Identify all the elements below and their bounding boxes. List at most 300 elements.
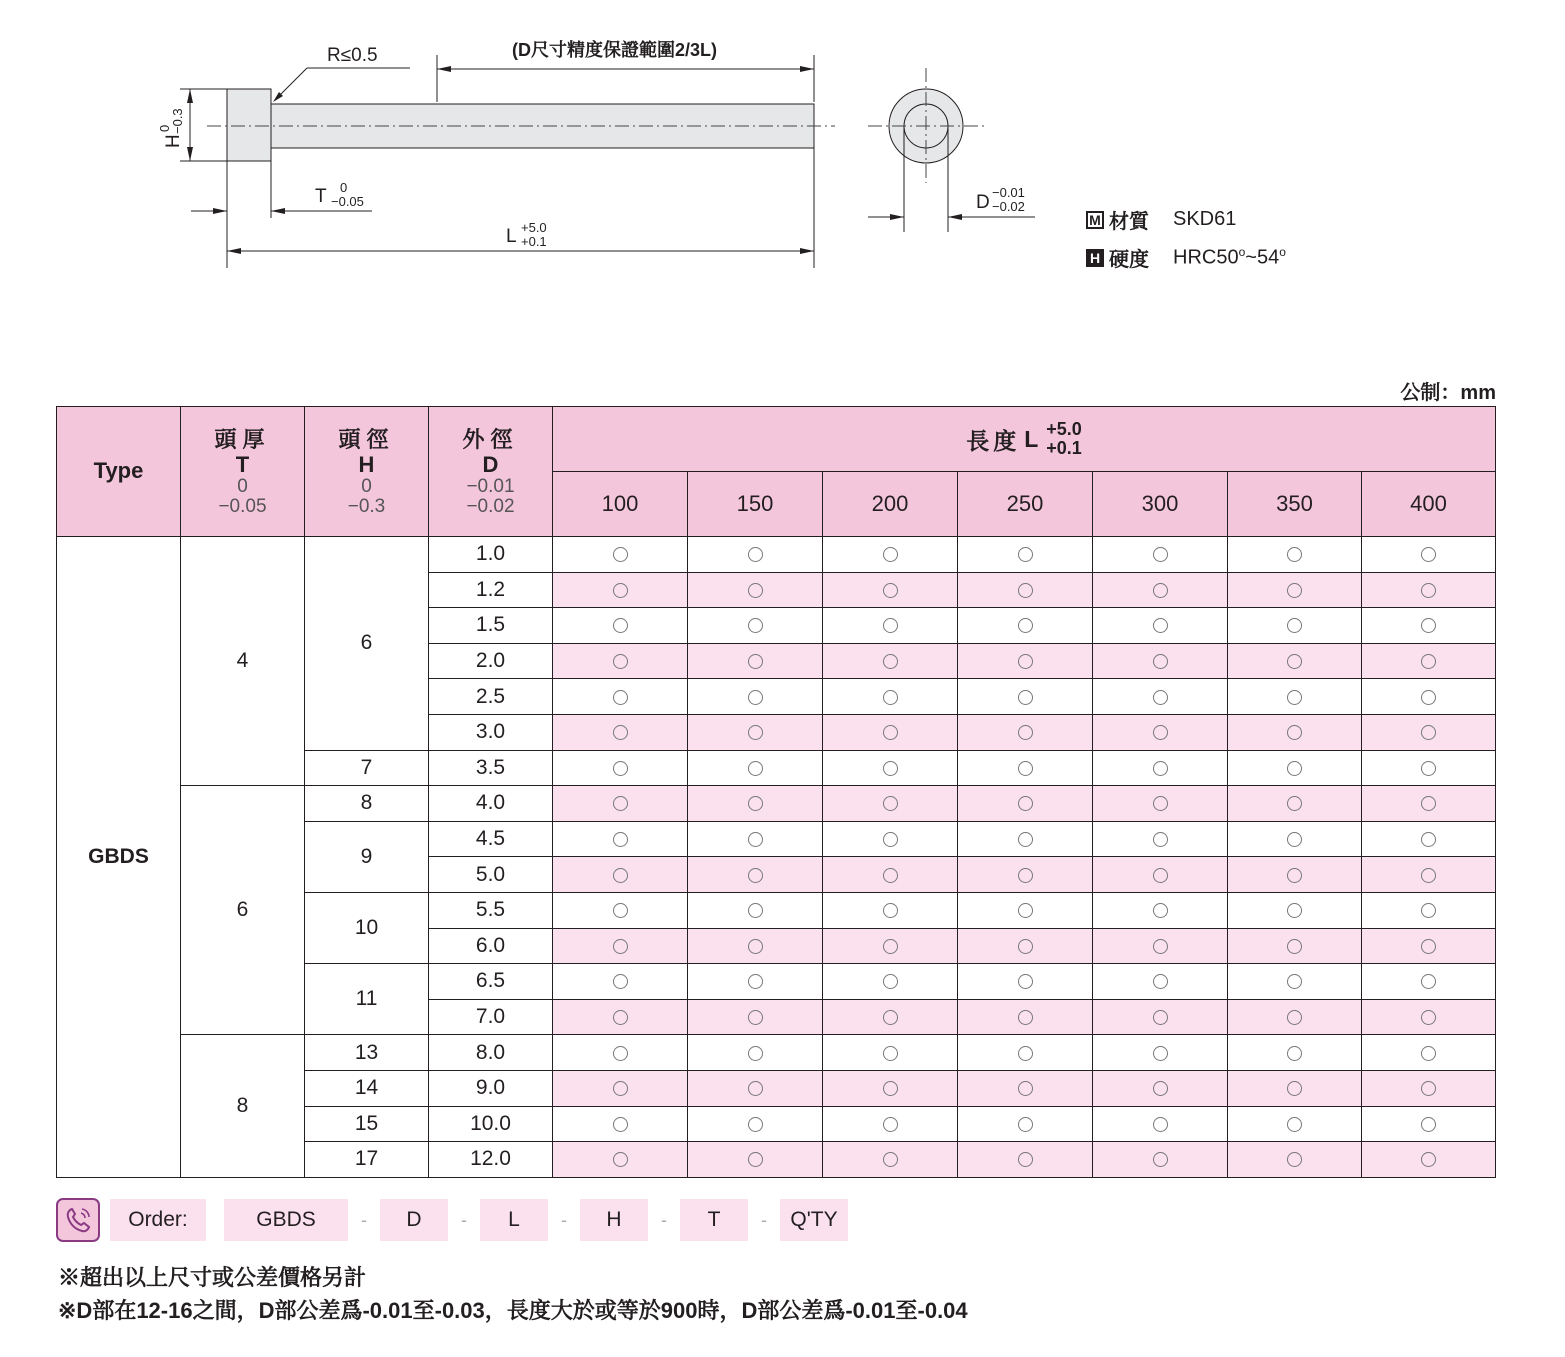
available-mark-icon [613,761,628,776]
available-mark-icon [1018,1081,1033,1096]
order-separator: - [461,1209,467,1230]
d-arrow-left [890,214,904,220]
material-badge: M [1086,211,1104,229]
availability-cell [688,608,823,644]
availability-cell [1093,608,1228,644]
available-mark-icon [1421,654,1436,669]
available-mark-icon [1287,761,1302,776]
availability-cell [688,786,823,822]
available-mark-icon [613,547,628,562]
order-field: H [580,1199,648,1241]
availability-cell [1228,608,1362,644]
available-mark-icon [1153,939,1168,954]
available-mark-icon [1287,1046,1302,1061]
table-row [57,537,1496,573]
material-spec [1086,205,1236,234]
radius-note: R≤0.5 [327,45,378,66]
availability-cell [1228,999,1362,1035]
availability-cell [958,714,1093,750]
available-mark-icon [613,618,628,633]
availability-cell [553,608,688,644]
available-mark-icon [613,832,628,847]
outer-diameter-cell: 7.0 [429,999,553,1035]
available-mark-icon [1287,725,1302,740]
available-mark-icon [613,725,628,740]
outer-diameter-cell: 6.0 [429,928,553,964]
available-mark-icon [613,690,628,705]
availability-cell [958,608,1093,644]
header-length-150: 150 [688,472,823,537]
available-mark-icon [883,654,898,669]
h-tol-lower: −0.3 [170,108,185,134]
outer-diameter-cell: 10.0 [429,1106,553,1142]
availability-cell [553,928,688,964]
availability-cell [1093,572,1228,608]
availability-cell [1093,679,1228,715]
precision-note: (D尺寸精度保證範圍2/3L) [512,40,718,60]
outer-diameter-cell: 4.5 [429,821,553,857]
outer-diameter-cell: 2.5 [429,679,553,715]
available-mark-icon [1421,547,1436,562]
d-tol-lower: −0.02 [992,199,1025,214]
available-mark-icon [613,654,628,669]
l-tol-upper: +5.0 [521,220,547,235]
availability-cell [1228,1035,1362,1071]
available-mark-icon [1287,832,1302,847]
available-mark-icon [1153,903,1168,918]
availability-cell [1093,750,1228,786]
available-mark-icon [613,1046,628,1061]
header-length-400: 400 [1362,472,1496,537]
available-mark-icon [1153,796,1168,811]
availability-cell [823,892,958,928]
available-mark-icon [1421,796,1436,811]
availability-cell [1093,1035,1228,1071]
head-diameter-cell: 11 [305,964,429,1035]
available-mark-icon [1153,1010,1168,1025]
h-arrow-top [187,89,193,103]
header-length-250: 250 [958,472,1093,537]
availability-cell [688,572,823,608]
availability-cell [553,679,688,715]
order-label: Order: [110,1199,206,1241]
header-length: 長度 L +5.0 +0.1 [553,407,1496,472]
available-mark-icon [1153,583,1168,598]
available-mark-icon [748,725,763,740]
available-mark-icon [883,725,898,740]
table-row [57,786,1496,822]
head-thickness-cell: 8 [181,1035,305,1177]
available-mark-icon [1018,618,1033,633]
availability-cell [1228,750,1362,786]
available-mark-icon [1018,939,1033,954]
availability-cell [553,821,688,857]
available-mark-icon [1421,690,1436,705]
available-mark-icon [1153,547,1168,562]
available-mark-icon [1018,761,1033,776]
availability-cell [688,999,823,1035]
availability-cell [688,537,823,573]
availability-cell [1228,857,1362,893]
availability-cell [553,786,688,822]
availability-cell [688,714,823,750]
available-mark-icon [1018,868,1033,883]
available-mark-icon [1287,1081,1302,1096]
available-mark-icon [1421,1010,1436,1025]
availability-cell [1093,964,1228,1000]
pin-head [227,89,271,161]
available-mark-icon [748,796,763,811]
availability-cell [823,714,958,750]
available-mark-icon [613,939,628,954]
available-mark-icon [1287,903,1302,918]
availability-cell [688,1106,823,1142]
availability-cell [688,1070,823,1106]
availability-cell [553,964,688,1000]
available-mark-icon [613,1117,628,1132]
hardness-badge: H [1086,249,1104,267]
availability-cell [1362,679,1496,715]
availability-cell [553,537,688,573]
availability-cell [958,857,1093,893]
availability-cell [1362,1035,1496,1071]
material-label: 材質 [1109,211,1149,233]
availability-cell [1093,928,1228,964]
available-mark-icon [1421,618,1436,633]
outer-diameter-cell: 9.0 [429,1070,553,1106]
available-mark-icon [1153,690,1168,705]
t-tol-upper: 0 [340,180,348,195]
availability-cell [958,928,1093,964]
available-mark-icon [748,1081,763,1096]
availability-cell [688,857,823,893]
available-mark-icon [1287,618,1302,633]
available-mark-icon [1018,583,1033,598]
available-mark-icon [1287,654,1302,669]
availability-cell [553,1035,688,1071]
available-mark-icon [883,1010,898,1025]
outer-diameter-cell: 8.0 [429,1035,553,1071]
available-mark-icon [748,1046,763,1061]
order-field: Q'TY [780,1199,848,1241]
header-head-thickness: 頭厚 T 0 −0.05 [181,407,305,537]
available-mark-icon [613,583,628,598]
availability-cell [1362,643,1496,679]
availability-cell [688,679,823,715]
available-mark-icon [1018,547,1033,562]
available-mark-icon [1287,796,1302,811]
available-mark-icon [1421,725,1436,740]
available-mark-icon [1287,690,1302,705]
order-field: GBDS [224,1199,348,1241]
available-mark-icon [1153,761,1168,776]
note-d-tolerance: ※D部在12-16之間，D部公差爲-0.01至-0.03，長度大於或等於900時，D部公差爲-0.01至-0.04 [58,1298,968,1323]
availability-cell [1228,1142,1362,1178]
head-diameter-cell: 7 [305,750,429,786]
order-separator: - [761,1209,767,1230]
availability-cell [1362,964,1496,1000]
availability-cell [553,714,688,750]
available-mark-icon [748,974,763,989]
header-length-350: 350 [1228,472,1362,537]
availability-cell [823,857,958,893]
available-mark-icon [1018,1010,1033,1025]
available-mark-icon [1421,939,1436,954]
available-mark-icon [1287,547,1302,562]
header-type: Type [57,407,181,537]
available-mark-icon [883,547,898,562]
availability-cell [958,1106,1093,1142]
availability-cell [958,1070,1093,1106]
availability-cell [823,643,958,679]
availability-cell [958,821,1093,857]
availability-cell [1228,537,1362,573]
available-mark-icon [883,974,898,989]
available-mark-icon [883,796,898,811]
availability-cell [1093,1106,1228,1142]
availability-cell [553,999,688,1035]
available-mark-icon [1287,868,1302,883]
head-diameter-cell: 15 [305,1106,429,1142]
availability-cell [1362,821,1496,857]
outer-diameter-cell: 6.5 [429,964,553,1000]
available-mark-icon [1018,654,1033,669]
h-arrow-bottom [187,147,193,161]
header-head-diameter: 頭徑 H 0 −0.3 [305,407,429,537]
availability-cell [1362,714,1496,750]
availability-cell [823,999,958,1035]
outer-diameter-cell: 1.2 [429,572,553,608]
availability-cell [1228,679,1362,715]
available-mark-icon [613,796,628,811]
available-mark-icon [748,868,763,883]
availability-cell [1228,892,1362,928]
l-tol-lower: +0.1 [521,234,547,249]
availability-cell [688,821,823,857]
availability-cell [1362,537,1496,573]
available-mark-icon [1153,654,1168,669]
available-mark-icon [748,761,763,776]
header-length-100: 100 [553,472,688,537]
available-mark-icon [1153,974,1168,989]
t-tol-lower: −0.05 [331,194,364,209]
available-mark-icon [1287,1117,1302,1132]
availability-cell [1093,1070,1228,1106]
available-mark-icon [1153,1046,1168,1061]
available-mark-icon [1153,1117,1168,1132]
unit-note: 公制：mm [1400,382,1496,404]
availability-cell [958,1035,1093,1071]
available-mark-icon [1421,868,1436,883]
head-diameter-cell: 6 [305,537,429,751]
availability-cell [1228,821,1362,857]
availability-cell [553,1070,688,1106]
availability-cell [823,1106,958,1142]
availability-cell [1362,786,1496,822]
availability-cell [553,643,688,679]
available-mark-icon [1153,725,1168,740]
outer-diameter-cell: 12.0 [429,1142,553,1178]
outer-diameter-cell: 4.0 [429,786,553,822]
order-separator: - [361,1209,367,1230]
outer-diameter-cell: 5.0 [429,857,553,893]
availability-cell [688,1035,823,1071]
availability-cell [958,643,1093,679]
l-arrow-right [800,248,814,254]
available-mark-icon [883,1081,898,1096]
order-field: L [480,1199,548,1241]
availability-cell [823,821,958,857]
availability-cell [688,928,823,964]
availability-cell [823,608,958,644]
outer-diameter-cell: 3.0 [429,714,553,750]
available-mark-icon [748,939,763,954]
available-mark-icon [613,1152,628,1167]
availability-cell [958,999,1093,1035]
available-mark-icon [1018,1152,1033,1167]
head-diameter-cell: 9 [305,821,429,892]
available-mark-icon [883,1117,898,1132]
available-mark-icon [1018,725,1033,740]
d-tol-upper: −0.01 [992,185,1025,200]
header-length-300: 300 [1093,472,1228,537]
head-diameter-cell: 13 [305,1035,429,1071]
available-mark-icon [883,868,898,883]
availability-cell [823,1142,958,1178]
available-mark-icon [883,1046,898,1061]
t-dim-label: T [315,186,327,207]
head-thickness-cell: 4 [181,537,305,786]
availability-cell [1362,928,1496,964]
available-mark-icon [748,1117,763,1132]
availability-cell [823,1070,958,1106]
availability-cell [553,750,688,786]
available-mark-icon [1421,1117,1436,1132]
available-mark-icon [748,547,763,562]
available-mark-icon [613,974,628,989]
available-mark-icon [1018,1046,1033,1061]
availability-cell [1228,786,1362,822]
ejector-pin-drawing [0,0,1080,290]
availability-cell [958,679,1093,715]
available-mark-icon [1287,939,1302,954]
precision-arrow-left [437,66,451,72]
d-arrow-right [948,214,962,220]
availability-cell [1362,1106,1496,1142]
dimension-table [56,406,1496,1178]
available-mark-icon [1018,903,1033,918]
available-mark-icon [1153,868,1168,883]
head-diameter-cell: 14 [305,1070,429,1106]
availability-cell [1228,928,1362,964]
order-separator: - [661,1209,667,1230]
hardness-spec [1086,243,1286,272]
availability-cell [1228,964,1362,1000]
availability-cell [1362,608,1496,644]
availability-cell [1362,750,1496,786]
available-mark-icon [748,1010,763,1025]
availability-cell [1093,537,1228,573]
available-mark-icon [748,1152,763,1167]
head-diameter-cell: 8 [305,786,429,822]
availability-cell [1228,1070,1362,1106]
header-length-200: 200 [823,472,958,537]
availability-cell [1362,892,1496,928]
available-mark-icon [748,654,763,669]
availability-cell [1093,1142,1228,1178]
availability-cell [823,1035,958,1071]
available-mark-icon [748,583,763,598]
available-mark-icon [883,690,898,705]
available-mark-icon [883,618,898,633]
available-mark-icon [1421,903,1436,918]
available-mark-icon [1421,1081,1436,1096]
availability-cell [1093,892,1228,928]
outer-diameter-cell: 5.5 [429,892,553,928]
availability-cell [823,964,958,1000]
availability-cell [553,1106,688,1142]
head-diameter-cell: 17 [305,1142,429,1178]
available-mark-icon [1153,618,1168,633]
available-mark-icon [883,832,898,847]
available-mark-icon [883,1152,898,1167]
order-field: D [380,1199,448,1241]
available-mark-icon [883,903,898,918]
availability-cell [823,786,958,822]
availability-cell [1228,714,1362,750]
available-mark-icon [748,903,763,918]
h-tol-upper: 0 [157,124,172,132]
available-mark-icon [1421,583,1436,598]
note-extra-cost: ※超出以上尺寸或公差價格另計 [58,1265,367,1290]
availability-cell [1093,714,1228,750]
available-mark-icon [1153,832,1168,847]
order-code [56,1198,848,1242]
availability-cell [1362,857,1496,893]
availability-cell [1093,643,1228,679]
availability-cell [1093,857,1228,893]
available-mark-icon [1018,690,1033,705]
table-row [57,1035,1496,1071]
l-dim-label: L [506,226,517,247]
available-mark-icon [1153,1081,1168,1096]
availability-cell [1362,1070,1496,1106]
availability-cell [958,572,1093,608]
available-mark-icon [1421,1046,1436,1061]
available-mark-icon [1153,1152,1168,1167]
h-dim-label: H [163,134,184,148]
available-mark-icon [1287,1152,1302,1167]
availability-cell [553,892,688,928]
outer-diameter-cell: 1.5 [429,608,553,644]
availability-cell [1093,821,1228,857]
availability-cell [1362,999,1496,1035]
material-value: SKD61 [1173,208,1237,230]
hardness-label: 硬度 [1109,249,1149,271]
t-arrow-right [271,208,285,214]
head-thickness-cell: 6 [181,786,305,1035]
availability-cell [553,857,688,893]
available-mark-icon [1421,974,1436,989]
availability-cell [553,572,688,608]
type-cell: GBDS [57,537,181,1178]
order-separator: - [561,1209,567,1230]
d-dim-label: D [976,192,990,213]
availability-cell [958,964,1093,1000]
available-mark-icon [883,939,898,954]
head-diameter-cell: 10 [305,892,429,963]
availability-cell [958,750,1093,786]
